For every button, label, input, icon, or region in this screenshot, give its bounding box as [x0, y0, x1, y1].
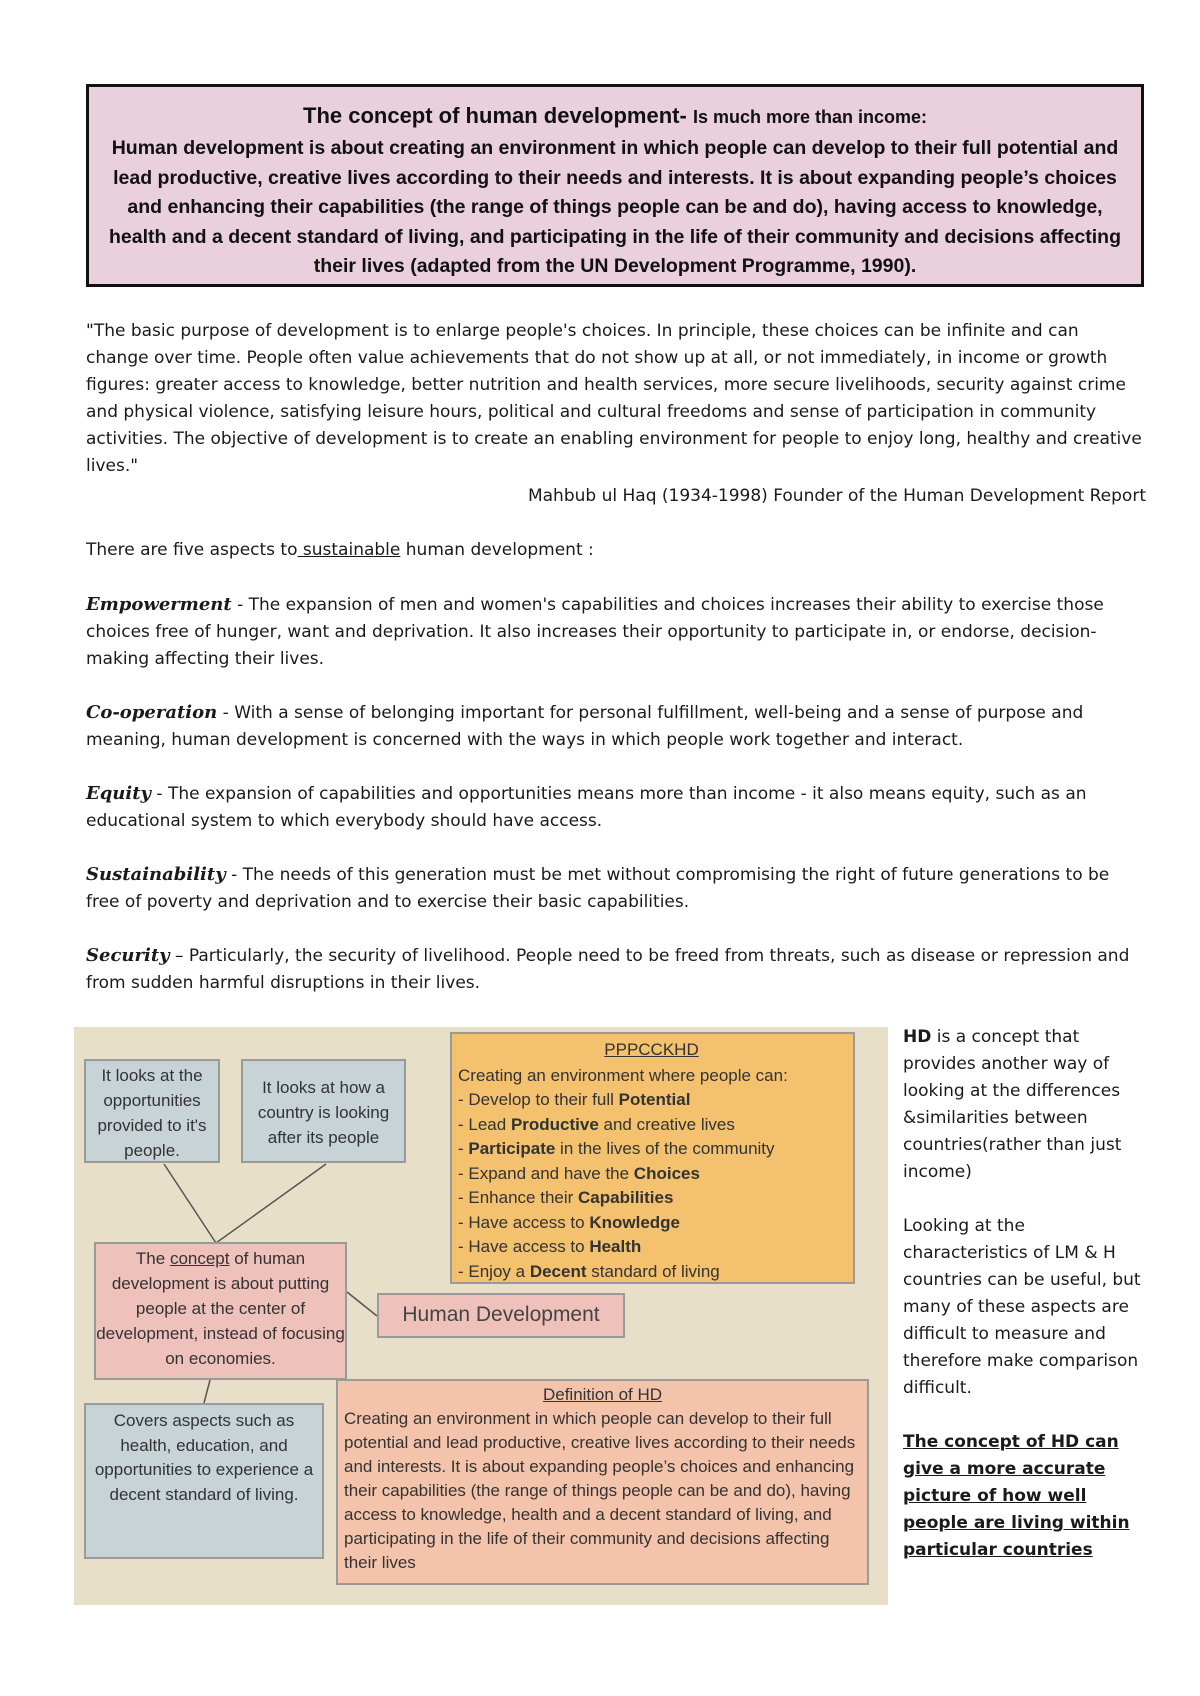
title-description: Human development is about creating an environment in which people can develop to their full potential and lead productive, creative lives according to their needs and interests. It is about expanding people’s choices and enhancing their capabilities (the range of things people can be and do), having access to knowledge, health and a decent standard of living, and participating in the life of their community and decisions affecting their lives (adapted from the UN Development Programme, 1990). — [109, 137, 1121, 277]
title-box — [86, 84, 1144, 287]
aspect-term: Co-operation — [86, 702, 218, 723]
item-pre: - Expand and have the — [458, 1163, 634, 1183]
pppcckhd-item — [458, 1113, 845, 1138]
box-definition — [336, 1379, 869, 1585]
intro-before: There are five aspects to — [86, 540, 298, 560]
aspect-text: - The expansion of capabilities and opportunities means more than income - it also means equity, such as an educational system to which everybody should have access. — [86, 784, 1087, 831]
item-pre: - Have access to — [458, 1212, 590, 1232]
aspect-text: – Particularly, the security of livelihood. People need to be freed from threats, such as disease or repression and from sudden harmful disruptions in their lives. — [86, 946, 1130, 993]
item-bold: Potential — [618, 1090, 691, 1109]
box-human-development: Human Development — [377, 1293, 625, 1338]
item-pre: - — [458, 1139, 469, 1158]
item-bold: Knowledge — [589, 1212, 680, 1232]
page-title — [99, 101, 1131, 132]
aspect-text: - The needs of this generation must be met without compromising the right of future generations to be free of poverty and deprivation and to exercise their basic capabilities. — [86, 865, 1110, 912]
aspect-text: - With a sense of belonging important for personal fulfillment, well-being and a sense of purpose and meaning, human development is concerned with the ways in which people work together and interact. — [86, 703, 1084, 750]
pppcckhd-item — [458, 1235, 845, 1260]
item-pre: - Have access to — [458, 1237, 590, 1256]
aspect-term: Equity — [86, 783, 152, 804]
aspect-empowerment — [86, 591, 1146, 673]
item-post: standard of living — [586, 1261, 720, 1281]
concept-word: concept — [169, 1249, 230, 1268]
connector-line — [204, 1380, 210, 1403]
definition-text: Creating an environment in which people can develop to their full potential and lead productive, creative lives according to their needs and interests. It is about expanding people’s choices and enhancing their capabilities (the range of things people can be and do), having access to knowledge, health and a decent standard of living, and participating in the life of their community and decisions affecting their lives — [344, 1409, 856, 1572]
sidebar-para-3: The concept of HD can give a more accurate picture of how well people are living within particular countries — [903, 1432, 1130, 1560]
pppcckhd-item — [458, 1088, 845, 1113]
haq-quote: "The basic purpose of development is to enlarge people's choices. In principle, these choices can be infinite and can change over time. People often value achievements that do not show up at all, or not immediately, in income or growth figures: greater access to knowledge, better nutrition and health services, more secure livelihoods, security against crime and physical violence, satisfying leisure hours, political and cultural freedoms and sense of participation in community activities. The objective of development is to create an enabling environment for people to enjoy long, healthy and creative lives." — [86, 321, 1142, 476]
aspect-term: Security — [86, 945, 170, 966]
pppcckhd-item — [458, 1162, 845, 1187]
pppcckhd-item — [458, 1260, 845, 1285]
item-pre: - Enhance their — [458, 1188, 579, 1207]
box-country-care: It looks at how a country is looking after its people — [241, 1059, 406, 1163]
pppcckhd-intro: Creating an environment where people can: — [458, 1065, 788, 1085]
sidebar-para-2: Looking at the characteristics of LM & H countries can be useful, but many of these aspects are difficult to measure and therefore make comparison difficult. — [903, 1216, 1141, 1398]
item-bold: Productive — [510, 1114, 599, 1134]
box-pppcckhd — [450, 1032, 855, 1284]
aspect-text: - The expansion of men and women's capabilities and choices increases their ability to exercise those choices free of hunger, want and deprivation. It also increases their opportunity to participate in, or endorse, decision-making affecting their lives. — [86, 595, 1104, 669]
pppcckhd-heading: PPPCCKHD — [604, 1040, 699, 1059]
box-concept — [94, 1242, 347, 1380]
pppcckhd-item — [458, 1137, 845, 1162]
item-pre: - Lead — [458, 1114, 511, 1134]
item-post: and creative lives — [598, 1114, 735, 1134]
sidebar-notes — [903, 1024, 1148, 1564]
aspect-security — [86, 942, 1146, 997]
aspect-cooperation — [86, 699, 1146, 754]
quote-attribution: Mahbub ul Haq (1934-1998) Founder of the Human Development Report — [527, 486, 1146, 506]
hd-diagram-photo — [74, 1027, 888, 1605]
title-subtitle: Is much more than income: — [692, 107, 927, 127]
connector-line — [347, 1292, 377, 1316]
aspect-sustainability — [86, 861, 1146, 916]
box-opportunities: It looks at the opportunities provided to it's people. — [84, 1059, 220, 1163]
box-covers-aspects: Covers aspects such as health, education, and opportunities to experience a decent standard of living. — [84, 1403, 324, 1559]
concept-post: of human development is about putting people at the center of development, instead of focusing on economies. — [96, 1249, 345, 1368]
definition-heading: Definition of HD — [542, 1385, 663, 1404]
connector-line — [216, 1164, 326, 1243]
item-bold: Capabilities — [578, 1188, 674, 1207]
hd-bold: HD — [903, 1027, 932, 1047]
item-bold: Participate — [468, 1139, 556, 1158]
item-pre: - Develop to their full — [458, 1090, 619, 1109]
pppcckhd-item — [458, 1211, 845, 1236]
concept-pre: The — [135, 1249, 170, 1268]
item-bold: Health — [589, 1237, 642, 1256]
intro-after: human development : — [400, 540, 594, 560]
five-aspects-intro — [86, 537, 1146, 564]
title-main: The concept of human development- — [303, 103, 687, 128]
intro-underlined: sustainable — [297, 540, 401, 560]
aspect-equity — [86, 780, 1146, 835]
aspect-term: Empowerment — [86, 594, 232, 615]
sidebar-p1-rest: is a concept that provides another way of looking at the differences &similarities between countries(rather than just income) — [903, 1027, 1122, 1182]
item-pre: - Enjoy a — [458, 1261, 530, 1281]
connector-line — [164, 1164, 216, 1243]
sidebar-para-1 — [903, 1024, 1148, 1186]
item-bold: Decent — [529, 1261, 587, 1281]
aspect-term: Sustainability — [86, 864, 226, 885]
pppcckhd-item — [458, 1186, 845, 1211]
item-post: in the lives of the community — [555, 1139, 775, 1158]
item-bold: Choices — [633, 1163, 700, 1183]
